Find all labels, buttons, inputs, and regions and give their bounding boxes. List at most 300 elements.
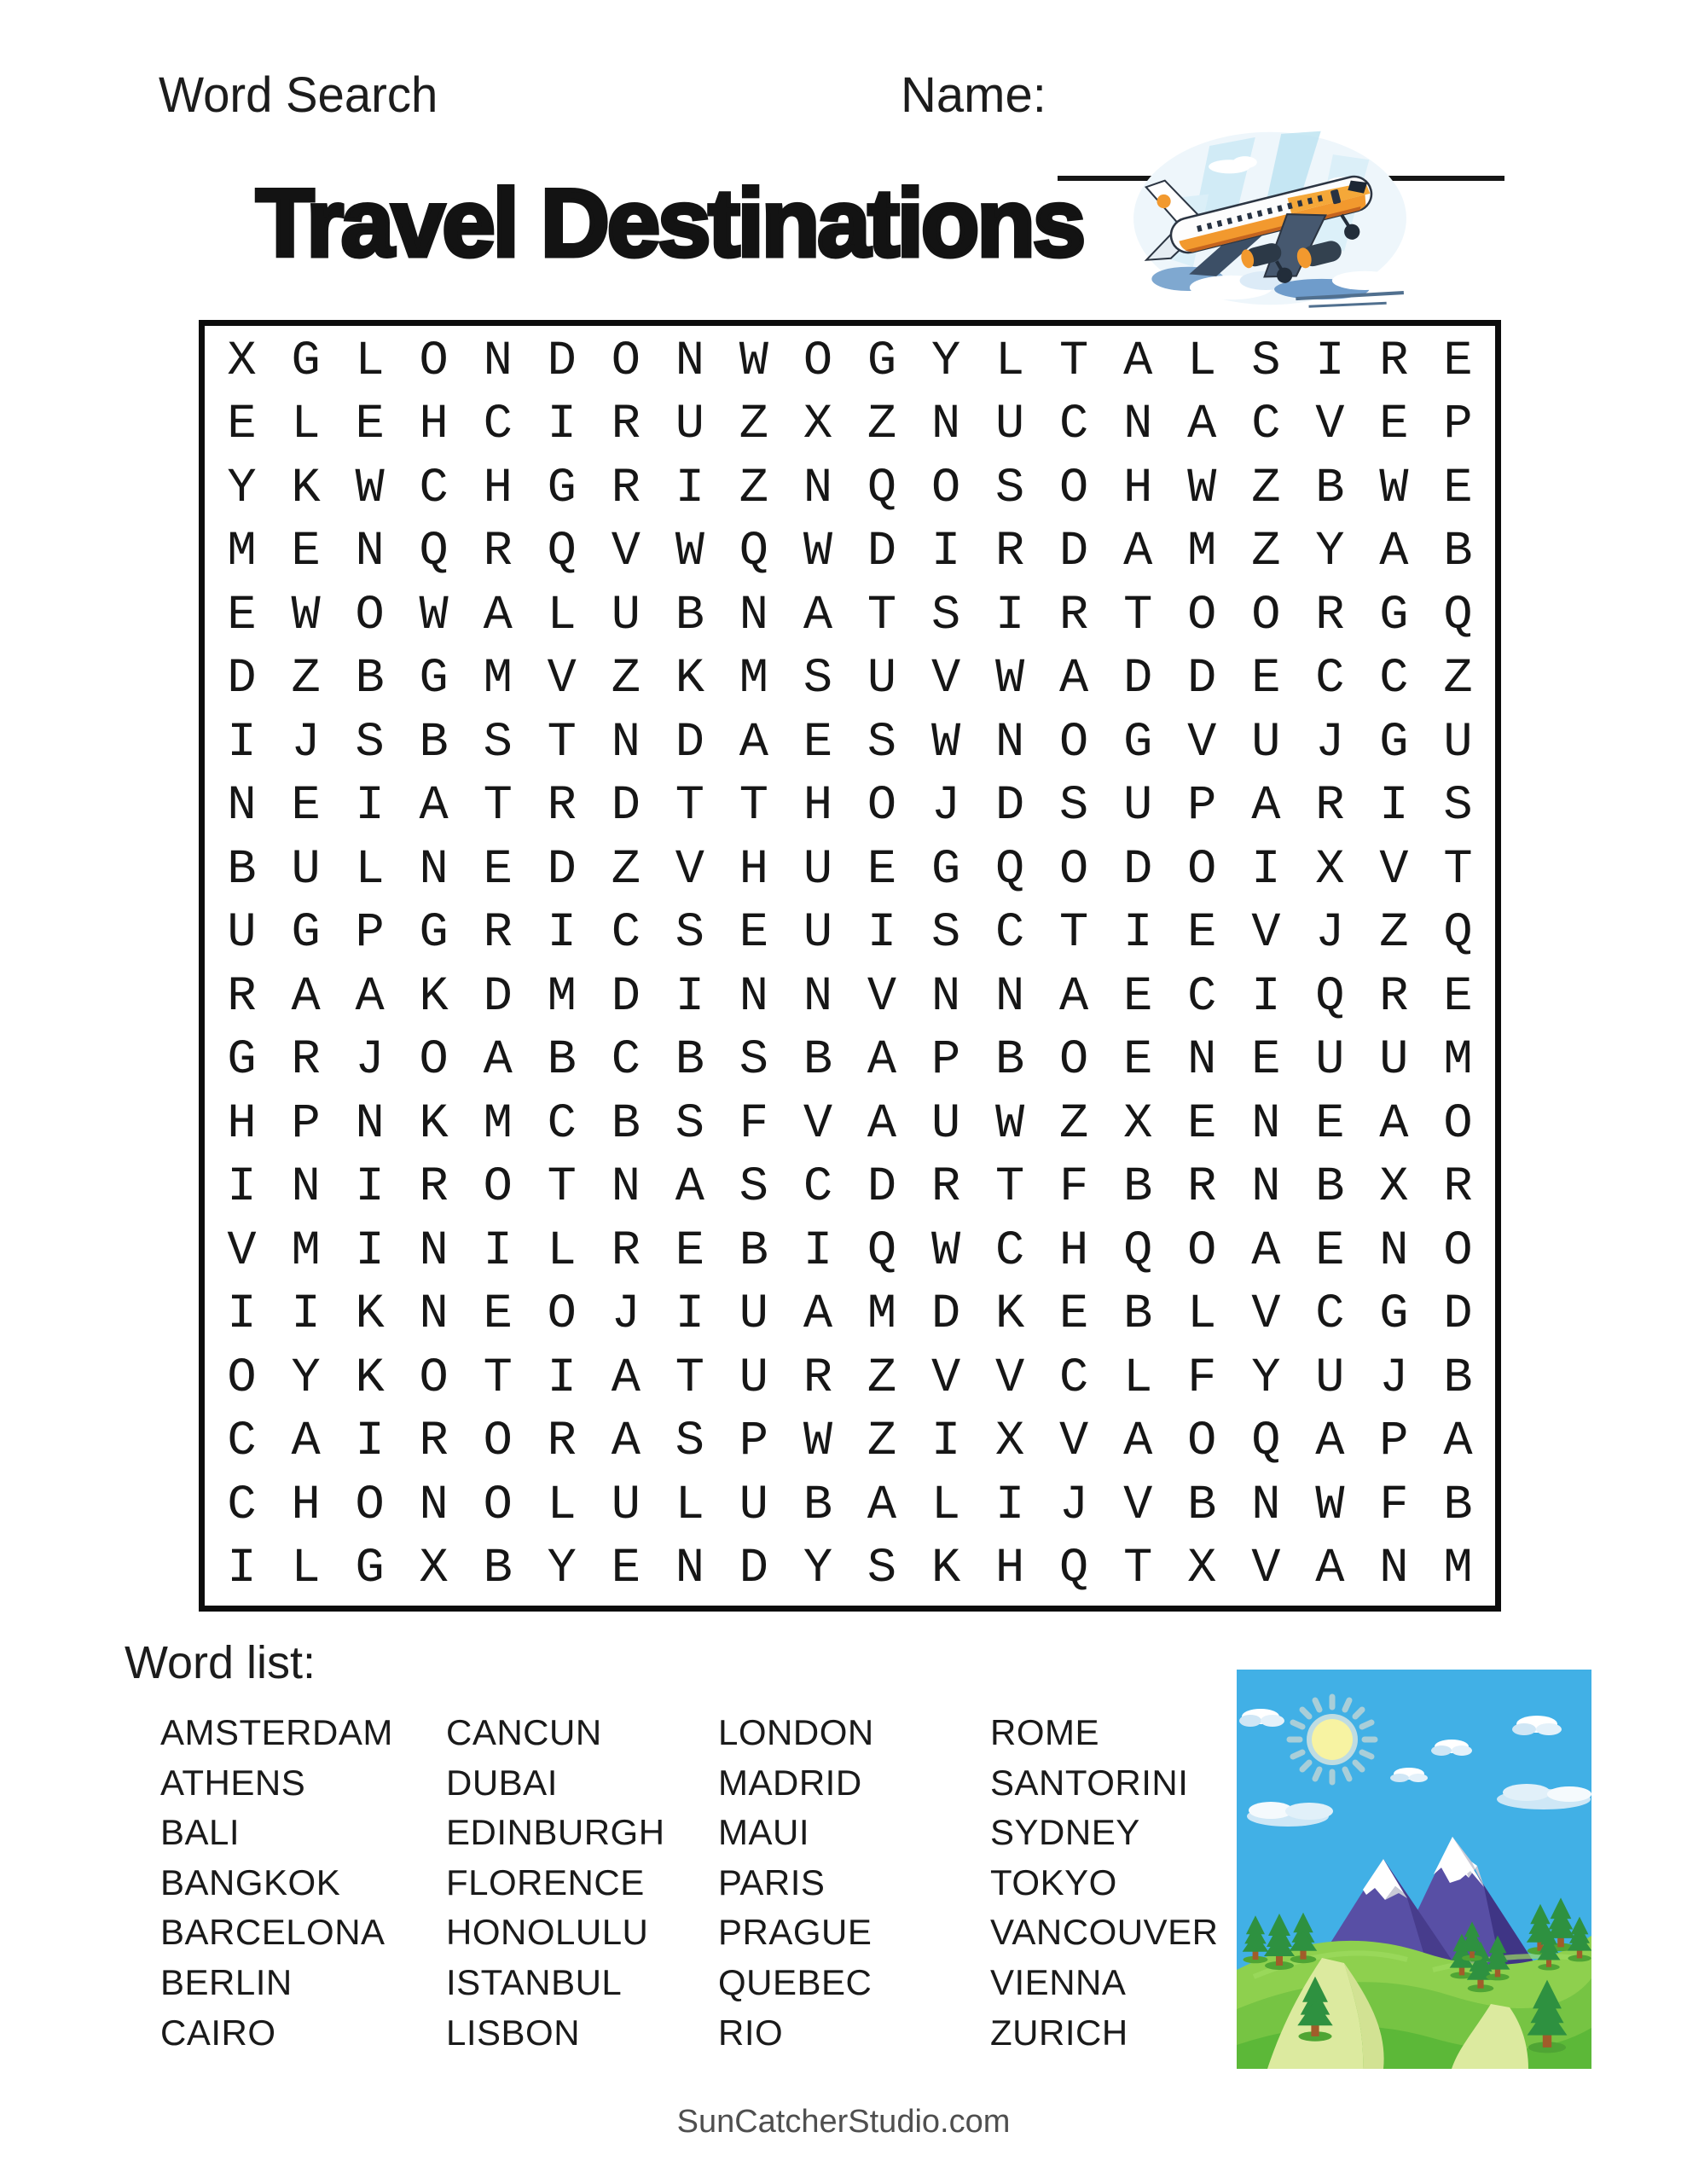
word-item: FLORENCE (446, 1862, 645, 1902)
grid-cell-r2c7: R (611, 398, 641, 453)
grid-cell-r8c1: N (227, 779, 257, 834)
grid-cell-r4c4: Q (419, 525, 449, 580)
grid-cell-r6c20: Z (1443, 652, 1473, 707)
grid-cell-r14c16: R (1187, 1160, 1217, 1216)
grid-cell-r7c2: J (291, 715, 321, 770)
grid-cell-r10c20: Q (1443, 906, 1473, 961)
word-item: BANGKOK (160, 1862, 341, 1902)
word-item: TOKYO (990, 1862, 1117, 1902)
grid-cell-r9c9: H (739, 842, 769, 897)
grid-cell-r3c14: O (1059, 461, 1089, 516)
grid-cell-r1c3: L (355, 334, 385, 389)
grid-cell-r17c13: V (995, 1350, 1025, 1406)
word-item: EDINBURGH (446, 1812, 665, 1853)
grid-cell-r11c20: E (1443, 969, 1473, 1025)
grid-cell-r8c17: A (1251, 779, 1281, 834)
grid-cell-r4c17: Z (1251, 525, 1281, 580)
word-item: VIENNA (990, 1961, 1127, 2002)
grid-cell-r17c3: K (355, 1350, 385, 1406)
grid-cell-r7c19: G (1379, 715, 1409, 770)
grid-cell-r10c2: G (291, 906, 321, 961)
grid-cell-r4c19: A (1379, 525, 1409, 580)
grid-cell-r12c5: A (483, 1033, 513, 1089)
grid-cell-r15c11: Q (867, 1223, 897, 1279)
grid-cell-r8c4: A (419, 779, 449, 834)
grid-cell-r1c4: O (419, 334, 449, 389)
grid-cell-r3c11: Q (867, 461, 897, 516)
grid-cell-r20c10: Y (803, 1542, 833, 1597)
grid-cell-r3c7: R (611, 461, 641, 516)
grid-cell-r19c8: L (675, 1478, 704, 1533)
word-item: LISBON (446, 2012, 581, 2053)
grid-cell-r10c1: U (227, 906, 257, 961)
grid-cell-r20c2: L (291, 1542, 321, 1597)
grid-cell-r16c12: D (930, 1287, 961, 1343)
grid-cell-r6c8: K (675, 652, 704, 707)
grid-cell-r20c1: I (227, 1542, 257, 1597)
grid-cell-r15c9: B (739, 1223, 769, 1279)
grid-cell-r9c15: D (1123, 842, 1153, 897)
grid-cell-r6c5: M (483, 652, 513, 707)
grid-cell-r1c17: S (1251, 334, 1281, 389)
grid-cell-r14c15: B (1123, 1160, 1153, 1216)
grid-cell-r5c8: B (675, 588, 704, 643)
grid-cell-r3c5: H (483, 461, 513, 516)
grid-cell-r13c14: Z (1059, 1096, 1089, 1152)
grid-cell-r11c6: M (547, 969, 577, 1025)
grid-cell-r5c17: O (1251, 588, 1281, 643)
grid-cell-r18c17: Q (1251, 1414, 1281, 1470)
grid-cell-r11c2: A (291, 969, 321, 1025)
grid-cell-r7c12: W (930, 715, 961, 770)
grid-cell-r14c5: O (483, 1160, 513, 1216)
grid-cell-r18c14: V (1059, 1414, 1089, 1470)
grid-cell-r2c11: Z (867, 398, 897, 453)
grid-cell-r2c8: U (675, 398, 704, 453)
grid-cell-r17c4: O (419, 1350, 449, 1406)
grid-cell-r9c17: I (1251, 842, 1281, 897)
word-item: SANTORINI (990, 1762, 1189, 1803)
word-item: PRAGUE (718, 1912, 872, 1953)
grid-cell-r12c11: A (867, 1033, 897, 1089)
grid-cell-r5c4: W (419, 588, 449, 643)
grid-cell-r4c15: A (1123, 525, 1153, 580)
grid-cell-r4c5: R (483, 525, 513, 580)
grid-cell-r3c6: G (547, 461, 577, 516)
grid-cell-r12c9: S (739, 1033, 769, 1089)
grid-cell-r15c8: E (675, 1223, 704, 1279)
grid-cell-r1c20: E (1443, 334, 1473, 389)
grid-cell-r8c14: S (1059, 779, 1089, 834)
grid-cell-r5c14: R (1059, 588, 1089, 643)
grid-cell-r6c4: G (419, 652, 449, 707)
grid-cell-r14c13: T (995, 1160, 1025, 1216)
grid-cell-r18c7: A (611, 1414, 641, 1470)
grid-cell-r19c14: J (1059, 1478, 1089, 1533)
grid-cell-r17c19: J (1379, 1350, 1409, 1406)
grid-cell-r12c14: O (1059, 1033, 1089, 1089)
grid-cell-r7c14: O (1059, 715, 1089, 770)
grid-cell-r15c19: N (1379, 1223, 1409, 1279)
airplane-icon (1128, 121, 1412, 312)
grid-cell-r10c16: E (1187, 906, 1217, 961)
grid-cell-r18c18: A (1315, 1414, 1345, 1470)
grid-cell-r17c17: Y (1251, 1350, 1281, 1406)
grid-cell-r19c19: F (1379, 1478, 1409, 1533)
grid-cell-r7c9: A (739, 715, 769, 770)
grid-cell-r20c13: H (995, 1542, 1025, 1597)
grid-cell-r1c7: O (611, 334, 641, 389)
grid-cell-r13c18: E (1315, 1096, 1345, 1152)
grid-cell-r6c3: B (355, 652, 385, 707)
grid-cell-r14c12: R (930, 1160, 961, 1216)
grid-cell-r13c15: X (1123, 1096, 1153, 1152)
grid-cell-r11c3: A (355, 969, 385, 1025)
grid-cell-r9c20: T (1443, 842, 1473, 897)
grid-cell-r20c12: K (930, 1542, 961, 1597)
grid-cell-r9c12: G (930, 842, 961, 897)
grid-cell-r18c13: X (995, 1414, 1025, 1470)
grid-cell-r12c6: B (547, 1033, 577, 1089)
grid-cell-r14c20: R (1443, 1160, 1473, 1216)
grid-cell-r6c16: D (1187, 652, 1217, 707)
word-item: MAUI (718, 1812, 809, 1853)
grid-cell-r4c10: W (803, 525, 833, 580)
grid-cell-r5c7: U (611, 588, 641, 643)
grid-cell-r19c20: B (1443, 1478, 1473, 1533)
grid-cell-r16c16: L (1187, 1287, 1217, 1343)
grid-cell-r19c6: L (547, 1478, 577, 1533)
grid-cell-r11c14: A (1059, 969, 1089, 1025)
grid-cell-r8c13: D (995, 779, 1025, 834)
grid-cell-r5c1: E (227, 588, 257, 643)
word-list-label: Word list: (125, 1637, 316, 1688)
grid-cell-r15c17: A (1251, 1223, 1281, 1279)
grid-cell-r10c10: U (803, 906, 833, 961)
grid-cell-r19c4: N (419, 1478, 449, 1533)
grid-cell-r1c16: L (1187, 334, 1217, 389)
grid-cell-r6c2: Z (291, 652, 321, 707)
grid-cell-r20c9: D (739, 1542, 769, 1597)
grid-cell-r2c6: I (547, 398, 577, 453)
grid-cell-r9c8: V (675, 842, 704, 897)
grid-cell-r16c15: B (1123, 1287, 1153, 1343)
grid-cell-r9c6: D (547, 842, 577, 897)
word-item: ZURICH (990, 2012, 1128, 2053)
grid-cell-r20c19: N (1379, 1542, 1409, 1597)
grid-cell-r8c6: R (547, 779, 577, 834)
grid-cell-r1c9: W (739, 334, 769, 389)
grid-cell-r4c2: E (291, 525, 321, 580)
grid-cell-r20c11: S (867, 1542, 897, 1597)
grid-cell-r2c18: V (1315, 398, 1345, 453)
grid-cell-r5c10: A (803, 588, 833, 643)
grid-cell-r8c2: E (291, 779, 321, 834)
grid-cell-r20c17: V (1251, 1542, 1281, 1597)
grid-cell-r15c7: R (611, 1223, 641, 1279)
grid-cell-r6c1: D (227, 652, 257, 707)
grid-cell-r9c13: Q (995, 842, 1025, 897)
grid-cell-r13c9: F (739, 1096, 769, 1152)
grid-cell-r11c10: N (803, 969, 833, 1025)
grid-cell-r15c12: W (930, 1223, 961, 1279)
grid-cell-r3c8: I (675, 461, 704, 516)
grid-cell-r12c19: U (1379, 1033, 1409, 1089)
grid-cell-r3c4: C (419, 461, 449, 516)
grid-cell-r7c4: B (419, 715, 449, 770)
word-item: BARCELONA (160, 1912, 386, 1953)
grid-cell-r11c7: D (611, 969, 641, 1025)
grid-cell-r8c16: P (1187, 779, 1217, 834)
grid-cell-r4c9: Q (739, 525, 769, 580)
grid-cell-r14c6: T (547, 1160, 577, 1216)
grid-cell-r13c1: H (227, 1096, 257, 1152)
grid-cell-r12c13: B (995, 1033, 1025, 1089)
grid-cell-r18c5: O (483, 1414, 513, 1470)
grid-cell-r10c17: V (1251, 906, 1281, 961)
grid-cell-r4c16: M (1187, 525, 1217, 580)
grid-cell-r4c18: Y (1315, 525, 1345, 580)
grid-cell-r3c12: O (930, 461, 961, 516)
grid-cell-r13c5: M (483, 1096, 513, 1152)
word-item: HONOLULU (446, 1912, 649, 1953)
grid-cell-r12c18: U (1315, 1033, 1345, 1089)
grid-cell-r13c8: S (675, 1096, 704, 1152)
grid-cell-r18c6: R (547, 1414, 577, 1470)
grid-cell-r10c6: I (547, 906, 577, 961)
grid-cell-r16c2: I (291, 1287, 321, 1343)
word-item: RIO (718, 2012, 784, 2053)
grid-cell-r14c17: N (1251, 1160, 1281, 1216)
grid-cell-r13c2: P (291, 1096, 321, 1152)
grid-cell-r13c12: U (930, 1096, 961, 1152)
grid-cell-r17c10: R (803, 1350, 833, 1406)
grid-cell-r9c10: U (803, 842, 833, 897)
word-list-column (718, 1708, 874, 2058)
grid-cell-r9c14: O (1059, 842, 1089, 897)
grid-cell-r7c5: S (483, 715, 513, 770)
grid-cell-r16c20: D (1443, 1287, 1473, 1343)
grid-cell-r15c20: O (1443, 1223, 1473, 1279)
grid-cell-r19c12: L (930, 1478, 961, 1533)
grid-cell-r5c13: I (995, 588, 1025, 643)
grid-letters (210, 330, 1490, 1601)
word-item: PARIS (718, 1862, 826, 1902)
grid-cell-r9c5: E (483, 842, 513, 897)
grid-cell-r3c19: W (1379, 461, 1409, 516)
grid-cell-r1c10: O (803, 334, 833, 389)
grid-cell-r5c9: N (739, 588, 769, 643)
grid-cell-r19c1: C (227, 1478, 257, 1533)
grid-cell-r4c12: I (930, 525, 961, 580)
grid-cell-r6c17: E (1251, 652, 1281, 707)
grid-cell-r5c11: T (867, 588, 897, 643)
grid-cell-r11c4: K (419, 969, 449, 1025)
grid-cell-r2c20: P (1443, 398, 1473, 453)
grid-cell-r8c11: O (867, 779, 897, 834)
grid-cell-r1c15: A (1123, 334, 1153, 389)
grid-cell-r4c6: Q (547, 525, 577, 580)
grid-cell-r2c4: H (419, 398, 449, 453)
grid-cell-r13c11: A (867, 1096, 897, 1152)
grid-cell-r16c14: E (1059, 1287, 1089, 1343)
grid-cell-r19c7: U (611, 1478, 641, 1533)
grid-cell-r15c6: L (547, 1223, 577, 1279)
grid-cell-r11c18: Q (1315, 969, 1345, 1025)
grid-cell-r3c15: H (1123, 461, 1153, 516)
word-item: ISTANBUL (446, 1961, 623, 2002)
grid-cell-r6c6: V (547, 652, 577, 707)
word-item: BERLIN (160, 1961, 293, 2002)
grid-cell-r18c16: O (1187, 1414, 1217, 1470)
grid-cell-r8c10: H (803, 779, 833, 834)
grid-cell-r13c16: E (1187, 1096, 1217, 1152)
grid-cell-r19c17: N (1251, 1478, 1281, 1533)
grid-cell-r19c3: O (355, 1478, 385, 1533)
grid-cell-r13c19: A (1379, 1096, 1409, 1152)
grid-cell-r12c1: G (227, 1033, 257, 1089)
grid-cell-r11c16: C (1187, 969, 1217, 1025)
grid-cell-r2c10: X (803, 398, 833, 453)
grid-cell-r18c11: Z (867, 1414, 897, 1470)
grid-cell-r1c13: L (995, 334, 1025, 389)
grid-cell-r3c3: W (355, 461, 385, 516)
grid-cell-r6c11: U (867, 652, 897, 707)
grid-cell-r2c13: U (995, 398, 1025, 453)
grid-cell-r18c3: I (355, 1414, 385, 1470)
grid-cell-r14c10: C (803, 1160, 833, 1216)
grid-cell-r11c5: D (483, 969, 513, 1025)
grid-cell-r20c20: M (1443, 1542, 1473, 1597)
grid-cell-r9c16: O (1187, 842, 1217, 897)
word-item: QUEBEC (718, 1961, 872, 2002)
grid-cell-r20c6: Y (547, 1542, 577, 1597)
grid-cell-r10c3: P (355, 906, 385, 961)
grid-cell-r2c2: L (291, 398, 321, 453)
grid-cell-r1c5: N (483, 334, 513, 389)
grid-cell-r9c18: X (1315, 842, 1345, 897)
grid-cell-r2c9: Z (739, 398, 769, 453)
grid-cell-r1c18: I (1315, 334, 1345, 389)
grid-cell-r17c2: Y (291, 1350, 321, 1406)
grid-cell-r20c14: Q (1059, 1542, 1089, 1597)
grid-cell-r16c17: V (1251, 1287, 1281, 1343)
grid-cell-r4c14: D (1059, 525, 1089, 580)
grid-cell-r7c16: V (1187, 715, 1217, 770)
grid-cell-r19c15: V (1123, 1478, 1153, 1533)
worksheet-type-label: Word Search (159, 67, 438, 123)
grid-cell-r17c9: U (739, 1350, 769, 1406)
grid-cell-r13c13: W (995, 1096, 1025, 1152)
grid-cell-r19c11: A (867, 1478, 897, 1533)
grid-cell-r12c4: O (419, 1033, 449, 1089)
grid-cell-r4c3: N (355, 525, 385, 580)
grid-cell-r9c2: U (291, 842, 321, 897)
grid-cell-r16c7: J (611, 1287, 641, 1343)
grid-cell-r19c10: B (803, 1478, 833, 1533)
grid-cell-r5c15: T (1123, 588, 1153, 643)
grid-cell-r14c19: X (1379, 1160, 1409, 1216)
grid-cell-r18c12: I (930, 1414, 961, 1470)
grid-cell-r15c2: M (291, 1223, 321, 1279)
grid-cell-r13c10: V (803, 1096, 833, 1152)
grid-cell-r10c15: I (1123, 906, 1153, 961)
grid-cell-r12c7: C (611, 1033, 641, 1089)
grid-cell-r17c8: T (675, 1350, 704, 1406)
grid-cell-r6c19: C (1379, 652, 1409, 707)
grid-cell-r20c8: N (675, 1542, 704, 1597)
word-item: AMSTERDAM (160, 1712, 393, 1752)
grid-cell-r16c9: U (739, 1287, 769, 1343)
name-label: Name: (901, 67, 1046, 123)
grid-cell-r5c18: R (1315, 588, 1345, 643)
grid-cell-r10c18: J (1315, 906, 1345, 961)
grid-cell-r17c20: B (1443, 1350, 1473, 1406)
grid-cell-r7c17: U (1251, 715, 1281, 770)
grid-cell-r3c13: S (995, 461, 1025, 516)
grid-cell-r5c2: W (291, 588, 321, 643)
grid-cell-r8c7: D (611, 779, 641, 834)
grid-cell-r10c14: T (1059, 906, 1089, 961)
grid-cell-r15c16: O (1187, 1223, 1217, 1279)
grid-cell-r5c16: O (1187, 588, 1217, 643)
grid-cell-r3c17: Z (1251, 461, 1281, 516)
grid-cell-r4c1: M (227, 525, 257, 580)
grid-cell-r9c4: N (419, 842, 449, 897)
grid-cell-r11c17: I (1251, 969, 1281, 1025)
grid-cell-r3c18: B (1315, 461, 1345, 516)
grid-cell-r16c3: K (355, 1287, 385, 1343)
grid-cell-r14c14: F (1059, 1160, 1089, 1216)
grid-cell-r2c12: N (930, 398, 961, 453)
word-item: LONDON (718, 1712, 874, 1752)
grid-cell-r18c15: A (1123, 1414, 1153, 1470)
grid-cell-r10c7: C (611, 906, 641, 961)
grid-cell-r17c12: V (930, 1350, 961, 1406)
word-item: MADRID (718, 1762, 862, 1803)
grid-cell-r4c7: V (611, 525, 641, 580)
grid-cell-r4c11: D (867, 525, 897, 580)
grid-cell-r6c10: S (803, 652, 833, 707)
page-title: Travel Destinations (255, 170, 1084, 276)
grid-cell-r10c11: I (867, 906, 897, 961)
grid-cell-r12c2: R (291, 1033, 321, 1089)
grid-cell-r2c17: C (1251, 398, 1281, 453)
grid-cell-r20c16: X (1187, 1542, 1217, 1597)
grid-cell-r12c8: B (675, 1033, 704, 1089)
grid-cell-r16c19: G (1379, 1287, 1409, 1343)
grid-cell-r3c2: K (291, 461, 321, 516)
grid-cell-r13c4: K (419, 1096, 449, 1152)
word-item: CANCUN (446, 1712, 602, 1752)
grid-cell-r10c9: E (739, 906, 769, 961)
grid-cell-r20c18: A (1315, 1542, 1345, 1597)
grid-cell-r10c13: C (995, 906, 1025, 961)
grid-cell-r1c14: T (1059, 334, 1089, 389)
grid-cell-r13c6: C (547, 1096, 577, 1152)
grid-cell-r7c20: U (1443, 715, 1473, 770)
grid-cell-r10c4: G (419, 906, 449, 961)
grid-cell-r12c17: E (1251, 1033, 1281, 1089)
grid-cell-r16c10: A (803, 1287, 833, 1343)
grid-cell-r16c4: N (419, 1287, 449, 1343)
grid-cell-r9c1: B (227, 842, 257, 897)
grid-cell-r1c8: N (675, 334, 704, 389)
grid-cell-r10c5: R (483, 906, 513, 961)
grid-cell-r8c3: I (355, 779, 385, 834)
word-item: ROME (990, 1712, 1099, 1752)
grid-cell-r11c9: N (739, 969, 769, 1025)
